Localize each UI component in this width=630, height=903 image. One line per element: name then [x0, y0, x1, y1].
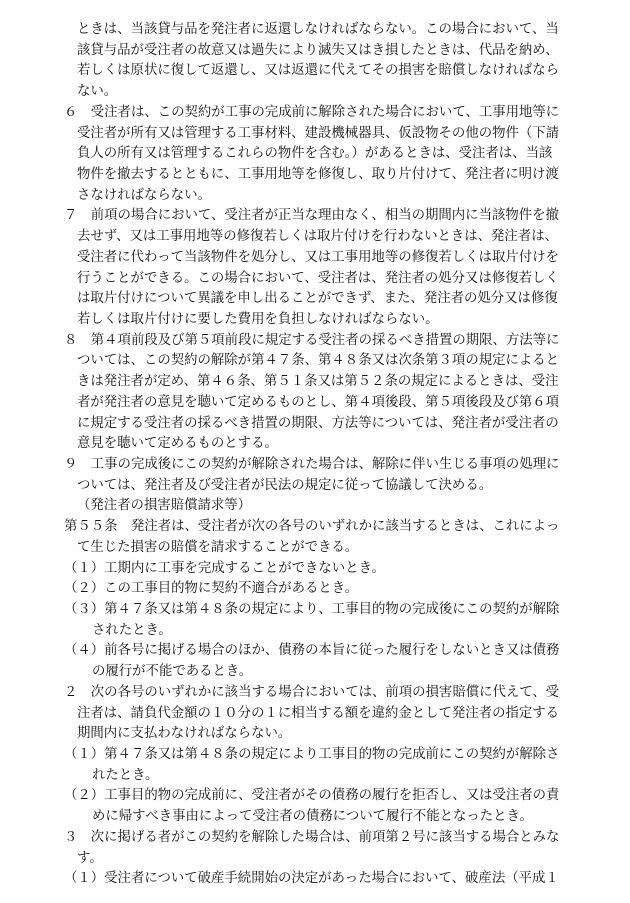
list-item: （３）第４７条又は第４８条の規定により、工事目的物の完成後にこの契約が解除: [64, 602, 560, 617]
section-heading: （発注者の損害賠償請求等）: [77, 498, 252, 514]
text-line: の履行が不能であるとき。: [92, 664, 253, 680]
text-line: ７ 前項の場合において、受注者が正当な理由なく、相当の期間内に当該物件を撤: [64, 208, 559, 224]
text-line: ２ 次の各号のいずれかに該当する場合においては、前項の損害賠償に代えて、受: [64, 684, 560, 700]
text-line: めに帰すべき事由によって受注者の債務について履行不能となったとき。: [92, 809, 533, 825]
text-line: 若しくは取片付けに要した費用を負担しなければならない。: [77, 312, 439, 327]
text-line: 該貸与品が受注者の故意又は過失により滅失又はき損したときは、代品を納め、: [77, 42, 559, 58]
list-item: （１）第４７条又は第４８条の規定により工事目的物の完成前にこの契約が解除さ: [64, 747, 560, 762]
text-line: ついては、発注者及び受注者が民法の規定に従って協議して決める。: [77, 477, 493, 493]
text-line: ついては、この契約の解除が第４７条、第４８条又は次条第３項の規定によると: [77, 353, 560, 369]
text-line: 受注者が所有又は管理する工事材料、建設機械器具、仮設物その他の物件（下請: [77, 125, 560, 141]
text-line: ない。: [77, 84, 118, 100]
text-line: 負人の所有又は管理するこれらの物件を含む。）があるときは、受注者は、当該: [77, 146, 553, 162]
text-line: さなければならない。: [77, 187, 211, 203]
text-line: 若しくは原状に復して返還し、又は返還に代えてその損害を賠償しなければなら: [77, 63, 560, 79]
text-line: て生じた損害の賠償を請求することができる。: [77, 539, 359, 555]
text-line: す。: [77, 850, 103, 866]
text-line: は取片付けについて異議を申し出ることができず、また、発注者の処分又は修復: [77, 291, 558, 307]
text-line: 去せず、又は工事用地等の修復若しくは取片付けを行わないときは、発注者は、: [77, 229, 558, 245]
text-line: ８ 第４項前段及び第５項前段に規定する受注者の採るべき措置の期限、方法等に: [64, 332, 560, 348]
text-line: に規定する受注者の採るべき措置の期限、方法等については、発注者が受注者の: [77, 415, 559, 431]
list-item: （２）この工事目的物に契約不適合があるとき。: [64, 581, 359, 597]
text-line: 受注者に代わって当該物件を処分し、又は工事用地等の修復若しくは取片付けを: [77, 249, 559, 265]
text-line: 注者は、請負代金額の１０分の１に相当する額を違約金として発注者の指定する: [77, 705, 560, 721]
text-line: ３ 次に掲げる者がこの契約を解除した場合は、前項第２号に該当する場合とみな: [64, 829, 560, 845]
text-line: 行うことができる。この場合において、受注者は、発注者の処分又は修復若しく: [77, 270, 559, 286]
text-line: ６ 受注者は、この契約が工事の完成前に解除された場合において、工事用地等に: [64, 104, 560, 120]
text-line: 物件を撤去するとともに、工事用地等を修復し、取り片付けて、発注者に明け渡: [77, 167, 559, 182]
article-heading: 第５５条 発注者は、受注者が次の各号のいずれかに該当するときは、これによっ: [64, 519, 560, 535]
list-item: （１）受注者について破産手続開始の決定があった場合において、破産法（平成１: [64, 871, 559, 887]
text-line: 期間内に支払わなければならない。: [77, 726, 292, 742]
list-item: （４）前各号に掲げる場合のほか、債務の本旨に従った履行をしないとき又は債務: [64, 643, 560, 659]
text-line: きは発注者が定め、第４６条、第５１条又は第５２条の規定によるときは、受注: [77, 374, 559, 390]
text-line: 意見を聴いて定めるものとする。: [77, 436, 278, 452]
list-item: （１）工期内に工事を完成することができないとき。: [64, 560, 385, 576]
text-line: れたとき。: [92, 767, 159, 783]
text-line: ９ 工事の完成後にこの契約が解除された場合は、解除に伴い生じる事項の処理に: [64, 457, 560, 472]
text-line: 者が発注者の意見を聴いて定めるものとし、第４項後段、第５項後段及び第６項: [77, 394, 560, 410]
text-line: されたとき。: [92, 622, 172, 638]
text-line: ときは、当該貸与品を発注者に返還しなければならない。この場合において、当: [77, 22, 559, 37]
list-item: （２）工事目的物の完成前に、受注者がその債務の履行を拒否し、又は受注者の責: [64, 788, 560, 804]
